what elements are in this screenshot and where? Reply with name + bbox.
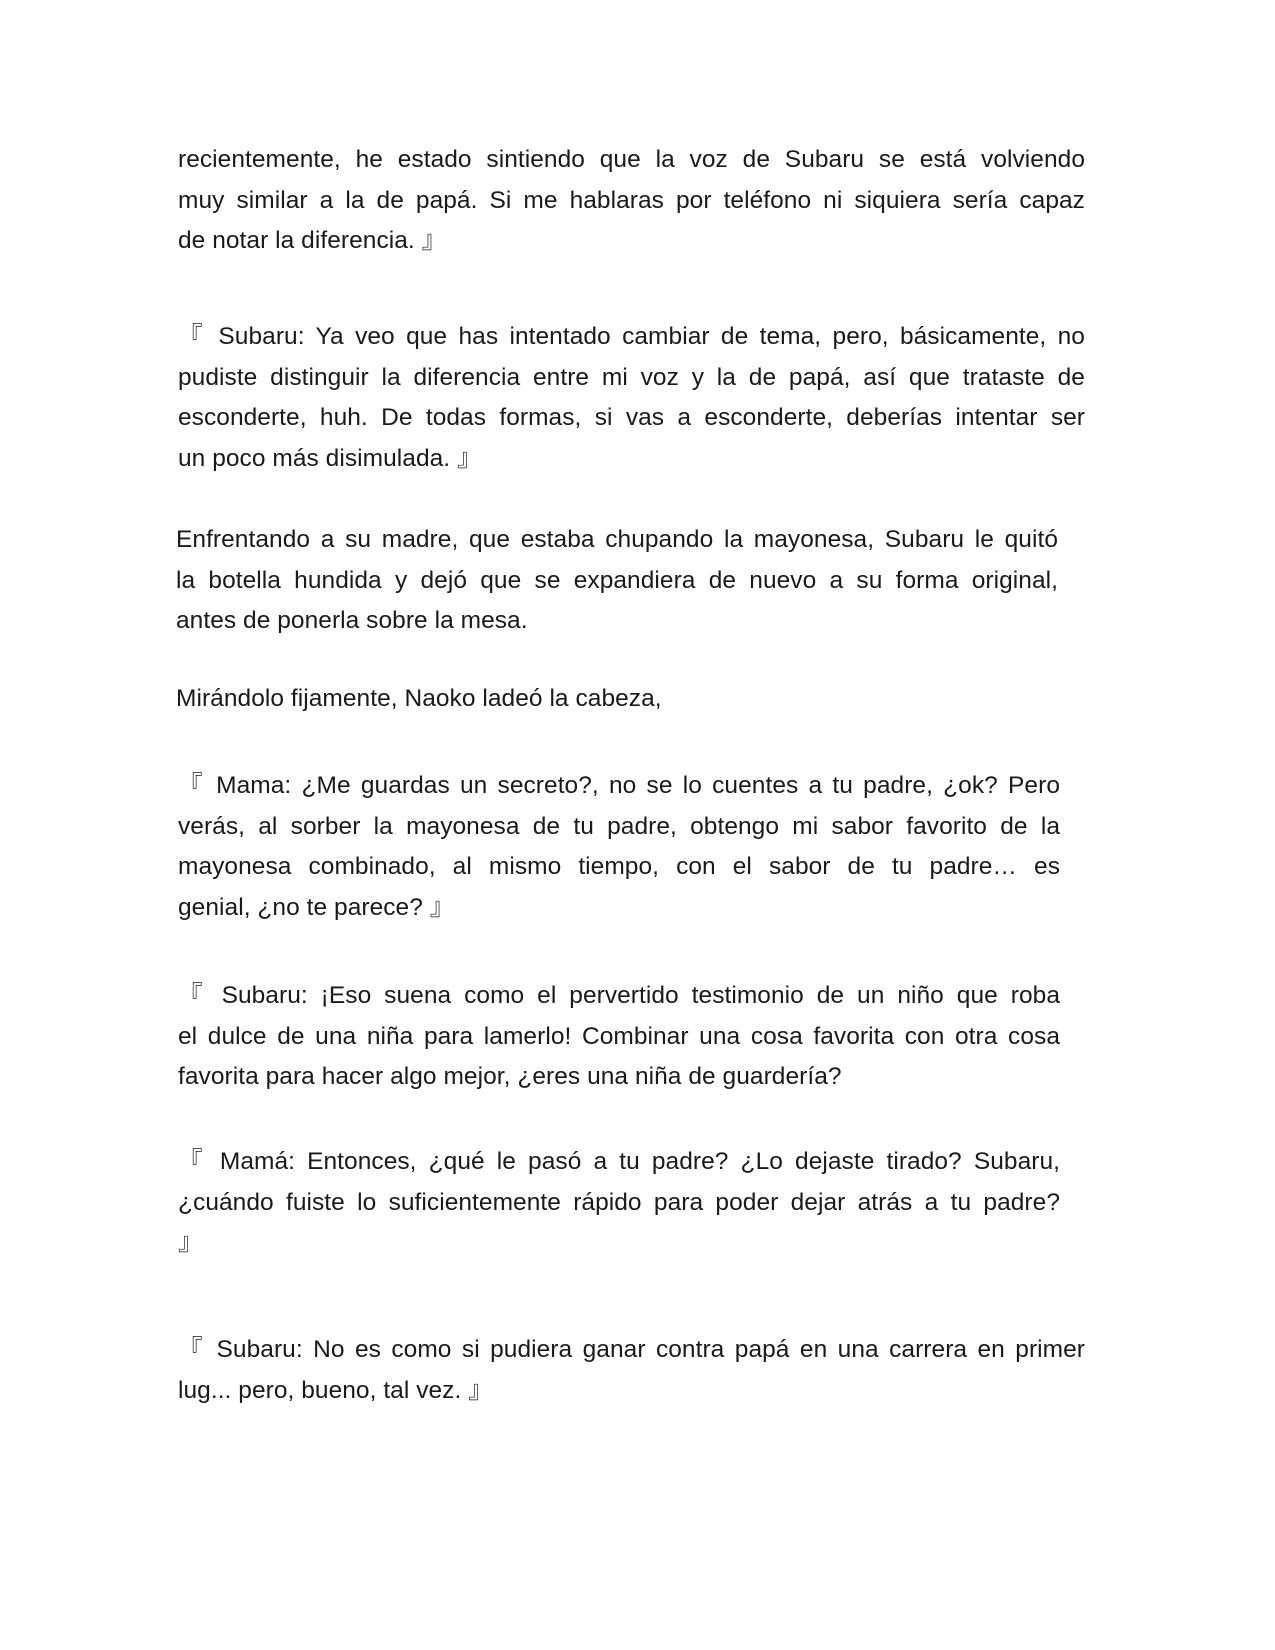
text-line: antes de ponerla sobre la mesa.	[176, 607, 528, 634]
paragraph-4	[176, 679, 1058, 720]
text-line: muy similar a la de papá. Si me hablaras por teléfono ni siquiera sería capaz	[178, 186, 1085, 214]
text-line: esconderte, huh. De todas formas, si vas a esconderte, deberías intentar ser	[178, 404, 1085, 431]
text-line: un poco más disimulada. 』	[178, 444, 482, 472]
paragraph-3	[176, 520, 1058, 642]
paragraph-7	[178, 1142, 1060, 1264]
text-line: 『 Subaru: Ya veo que has intentado cambiar de tema, pero, básicamente, no	[178, 323, 1085, 350]
text-line: 『 Subaru: ¡Eso suena como el pervertido testimonio de un niño que roba	[178, 982, 1060, 1009]
text-line: recientemente, he estado sintiendo que la voz de Subaru se está volviendo	[178, 146, 1085, 173]
text-line: pudiste distinguir la diferencia entre mi voz y la de papá, así que trataste de	[178, 363, 1085, 391]
text-line: genial, ¿no te parece? 』	[178, 893, 455, 921]
paragraph-2	[178, 317, 1085, 479]
text-line: 『 Mama: ¿Me guardas un secreto?, no se lo cuentes a tu padre, ¿ok? Pero	[178, 772, 1060, 799]
paragraph-5	[178, 766, 1060, 928]
paragraph-6	[178, 976, 1060, 1098]
text-line: ¿cuándo fuiste lo suficientemente rápido para poder dejar atrás a tu padre?	[178, 1188, 1060, 1216]
text-line: Mirándolo fijamente, Naoko ladeó la cabeza,	[176, 685, 662, 712]
text-line: lug... pero, bueno, tal vez. 』	[178, 1376, 493, 1404]
text-line: verás, al sorber la mayonesa de tu padre, obtengo mi sabor favorito de la	[178, 812, 1060, 840]
text-line: la botella hundida y dejó que se expandiera de nuevo a su forma original,	[176, 566, 1058, 594]
text-line: de notar la diferencia. 』	[178, 227, 447, 254]
text-line: el dulce de una niña para lamerlo! Combinar una cosa favorita con otra cosa	[178, 1022, 1060, 1050]
text-line: 『 Mamá: Entonces, ¿qué le pasó a tu padre? ¿Lo dejaste tirado? Subaru,	[178, 1148, 1060, 1175]
text-line: Enfrentando a su madre, que estaba chupando la mayonesa, Subaru le quitó	[176, 526, 1058, 553]
text-line: mayonesa combinado, al mismo tiempo, con el sabor de tu padre… es	[178, 853, 1060, 880]
text-line: 『 Subaru: No es como si pudiera ganar contra papá en una carrera en primer	[178, 1336, 1085, 1363]
paragraph-8	[178, 1330, 1085, 1411]
text-line: favorita para hacer algo mejor, ¿eres una niña de guardería?	[178, 1063, 842, 1090]
paragraph-1	[178, 140, 1085, 262]
text-line: 』	[178, 1229, 203, 1256]
